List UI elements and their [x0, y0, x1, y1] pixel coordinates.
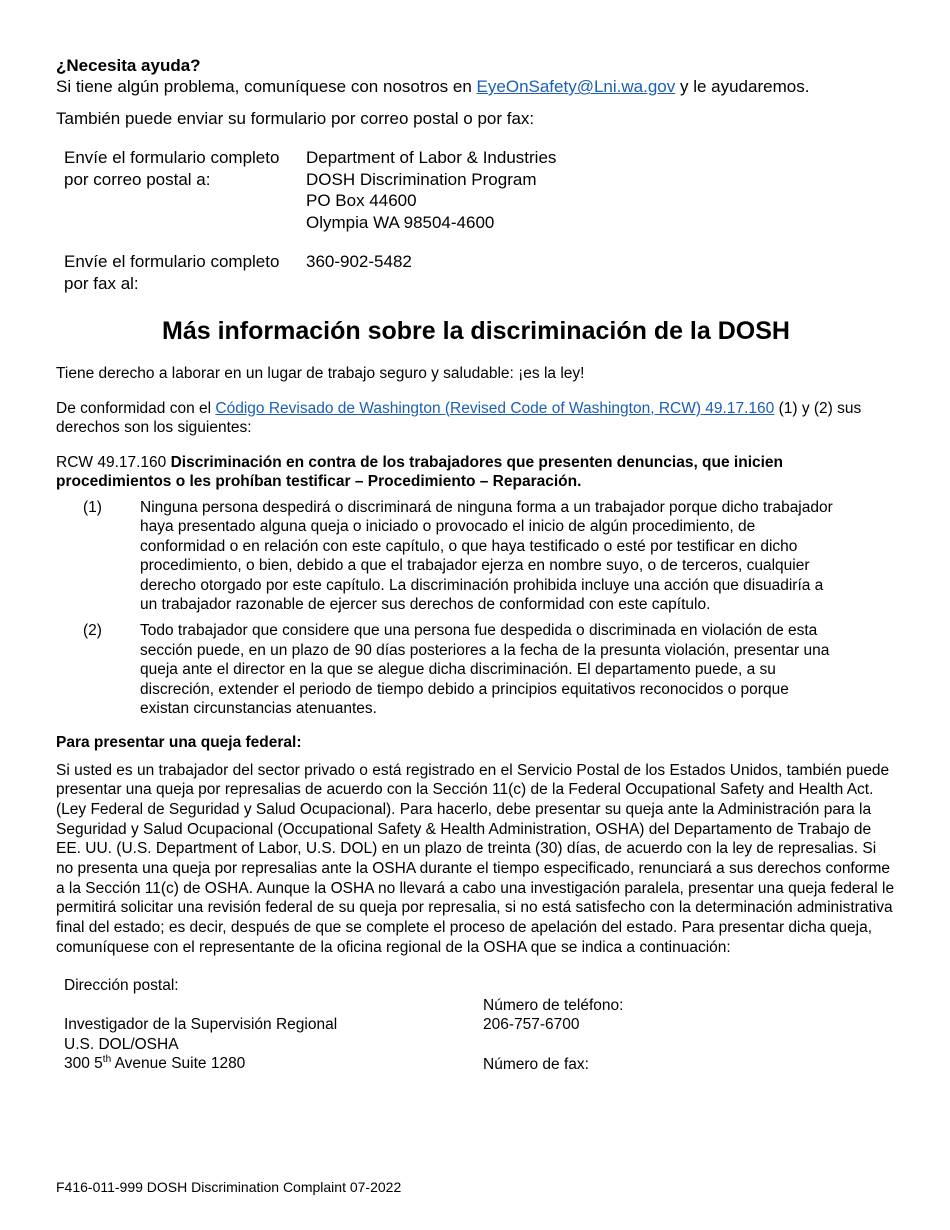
phone-number: 206-757-6700	[483, 1016, 580, 1034]
rcw-heading	[56, 453, 896, 492]
rcw-link[interactable]: Código Revisado de Washington (Revised Code of Washington, RCW) 49.17.160	[215, 399, 775, 417]
mail-address-line: Department of Labor & Industries	[306, 148, 557, 167]
postal-label: Dirección postal:	[64, 976, 179, 994]
mail-address	[298, 147, 564, 251]
help-title: ¿Necesita ayuda?	[56, 56, 201, 75]
postal-line	[64, 1054, 337, 1074]
federal-heading: Para presentar una queja federal:	[56, 734, 302, 752]
email-link[interactable]: EyeOnSafety@Lni.wa.gov	[476, 77, 676, 96]
list-item	[56, 498, 896, 616]
send-options-table	[56, 147, 564, 294]
rcw-list	[56, 498, 896, 720]
list-item-text: Todo trabajador que considere que una persona fue despedida o discriminada en violación de esta sección puede, en un plazo de 90 días posteriores a la fecha de la presunta violación, presentar una queja ante el director en la que se alegue dicha discriminación. El departamento puede, a su discreción, extender el periodo de tiempo debido a principios equitativos reconocidos o porque existan circunstancias atenuantes.	[140, 622, 830, 718]
conformity-before: De conformidad con el	[56, 399, 216, 417]
postal-block	[64, 976, 337, 1075]
fax-label: Envíe el formulario completo por fax al:	[64, 252, 280, 293]
postal-line: Investigador de la Supervisión Regional	[64, 1015, 338, 1033]
mail-address-line: PO Box 44600	[306, 191, 417, 210]
phone-block	[483, 996, 623, 1075]
conformity-text	[56, 399, 896, 438]
phone-spacer	[483, 1035, 623, 1055]
help-line-before: Si tiene algún problema, comuníquese con nosotros en	[56, 77, 477, 96]
section-title: Más información sobre la discriminación de la DOSH	[162, 317, 790, 345]
form-footer: F416-011-999 DOSH Discrimination Complaint 07-2022	[56, 1179, 402, 1195]
postal-line3-sup: th	[102, 1054, 112, 1066]
phone-label: Número de teléfono:	[483, 996, 624, 1014]
mail-label: Envíe el formulario completo por correo postal a:	[64, 148, 280, 189]
mail-address-line: Olympia WA 98504-4600	[306, 212, 495, 232]
postal-line3-pre: 300 5	[64, 1055, 103, 1073]
list-item-text: Ninguna persona despedirá o discriminará de ninguna forma a un trabajador porque dicho trabajador haya presentado alguna queja o iniciado o provocado el inicio de algún procedimiento, de conformidad o en relación con este capítulo, o que haya testificado o esté por testificar en dicho procedimiento, o bien, debido a que el trabajador ejerza en nombre suyo, o de terceros, cualquier derecho otorgado por este capítulo. La discriminación prohibida incluye una acción que disuadiría a un trabajador razonable de ejercer sus derechos de conformidad con este capítulo.	[140, 498, 833, 614]
rcw-ref: RCW 49.17.160	[56, 453, 171, 471]
conformity-after: (1) y (2) sus derechos son los siguientes:	[56, 399, 862, 436]
help-line	[56, 76, 896, 97]
list-item	[56, 621, 896, 719]
intro-text: Tiene derecho a laborar en un lugar de trabajo seguro y saludable: ¡es la ley!	[56, 365, 585, 382]
fax-number: 360-902-5482	[306, 252, 412, 271]
federal-body: Si usted es un trabajador del sector privado o está registrado en el Servicio Postal de los Estados Unidos, también puede presentar una queja por represalias de acuerdo con la Sección 11(c) de la Federal Occupational Safety and Health Act. (Ley Federal de Seguridad y Salud Ocupacional). Para hacerlo, debe presentar su queja ante la Administración para la Seguridad y Salud Ocupacional (Occupational Safety & Health Administration, OSHA) del Departamento de Trabajo de EE. UU. (U.S. Department of Labor, U.S. DOL) en un plazo de treinta (30) días, de acuerdo con la ley de represalias. Si no presenta una queja por represalias ante la OSHA durante el tiempo especificado, renunciará a sus derechos conforme a la Sección 11(c) de OSHA. Aunque la OSHA no llevará a cabo una investigación paralela, presentar una queja federal le permitirá solicitar una revisión federal de su queja por represalia, si no está satisfecho con la determinación administrativa final del estado; es decir, después de que se complete el proceso de apelación del estado. Para presentar dicha queja, comuníquese con el representante de la oficina regional de la OSHA que se indica a continuación:	[56, 761, 895, 956]
help-line-after: y le ayudaremos.	[675, 77, 810, 96]
rcw-heading-bold: Discriminación en contra de los trabajadores que presenten denuncias, que inicien procedimientos o les prohíban testificar – Procedimiento – Reparación.	[56, 453, 784, 490]
mail-address-line: DOSH Discrimination Program	[306, 169, 537, 189]
postal-line: U.S. DOL/OSHA	[64, 1035, 179, 1053]
also-send-text: También puede enviar su formulario por correo postal o por fax:	[56, 109, 535, 128]
fax-label-osha: Número de fax:	[483, 1055, 589, 1073]
postal-spacer	[64, 995, 337, 1015]
osha-contact	[56, 976, 896, 1076]
list-item-number: (2)	[83, 622, 102, 640]
list-item-number: (1)	[83, 498, 102, 516]
document-page	[56, 55, 896, 1076]
postal-line3-post: Avenue Suite 1280	[111, 1055, 246, 1073]
